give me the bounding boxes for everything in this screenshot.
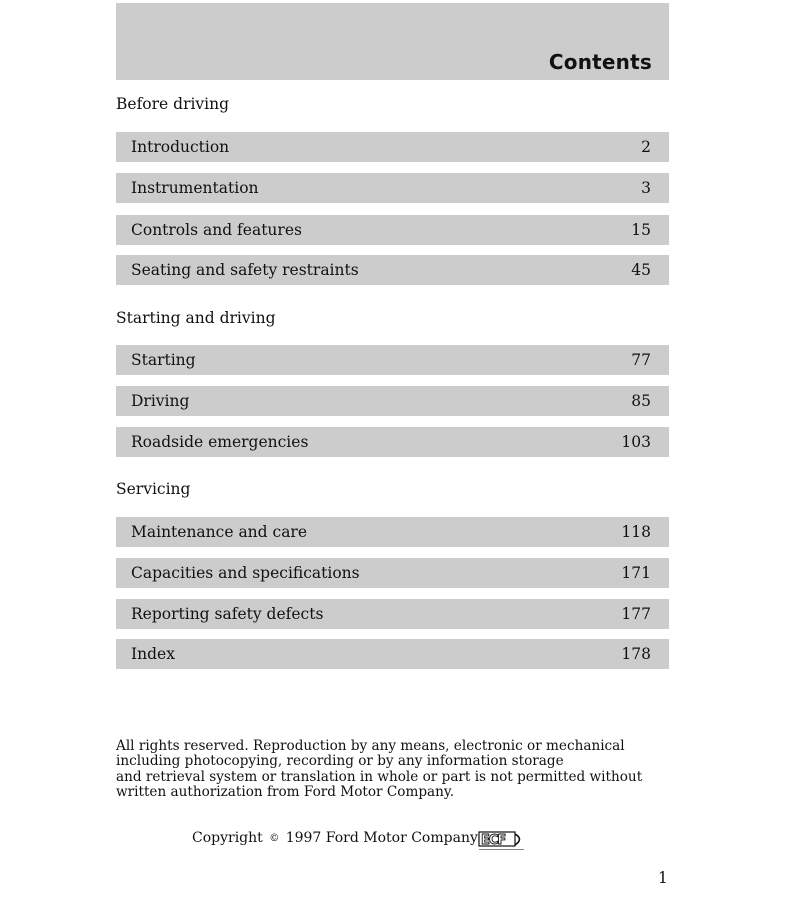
toc-entry-introduction[interactable] xyxy=(116,132,669,162)
toc-entry-label: Introduction xyxy=(131,138,230,156)
toc-entry-instrumentation[interactable] xyxy=(116,173,669,203)
toc-entry-controls-and-features[interactable] xyxy=(116,215,669,245)
toc-entry-driving[interactable] xyxy=(116,386,669,416)
toc-entry-index[interactable] xyxy=(116,639,669,669)
toc-entry-capacities-and-specifications[interactable] xyxy=(116,558,669,588)
toc-entry-page: 3 xyxy=(641,179,651,197)
legal-notice-line: and retrieval system or translation in whole or part is not permitted without xyxy=(116,768,643,785)
toc-entry-reporting-safety-defects[interactable] xyxy=(116,599,669,629)
svg-text:ECF: ECF xyxy=(481,833,506,848)
toc-entry-page: 45 xyxy=(631,261,651,279)
toc-entry-label: Capacities and specifications xyxy=(131,564,360,582)
toc-entry-label: Starting xyxy=(131,351,196,369)
toc-entry-page: 85 xyxy=(631,392,651,410)
contents-header xyxy=(116,3,669,80)
toc-entry-page: 177 xyxy=(621,605,651,623)
legal-notice-line: written authorization from Ford Motor Company. xyxy=(116,784,455,801)
toc-entry-label: Seating and safety restraints xyxy=(131,261,359,279)
ecf-logo-icon xyxy=(478,830,526,852)
toc-entry-page: 118 xyxy=(621,523,651,541)
toc-entry-label: Roadside emergencies xyxy=(131,433,309,451)
section-heading-servicing: Servicing xyxy=(116,480,191,498)
toc-entry-label: Maintenance and care xyxy=(131,523,308,541)
toc-entry-page: 2 xyxy=(641,138,651,156)
legal-notice-line: All rights reserved. Reproduction by any means, electronic or mechanical xyxy=(116,738,625,754)
section-heading-before-driving: Before driving xyxy=(116,95,230,113)
copyright-prefix: Copyright xyxy=(192,830,263,846)
legal-notice xyxy=(116,739,656,801)
copyright-symbol: © xyxy=(269,833,280,844)
toc-entry-page: 15 xyxy=(631,221,651,239)
toc-entry-label: Reporting safety defects xyxy=(131,605,324,623)
page-number: 1 xyxy=(658,869,668,887)
toc-entry-page: 103 xyxy=(621,433,651,451)
toc-entry-label: Controls and features xyxy=(131,221,302,239)
toc-entry-roadside-emergencies[interactable] xyxy=(116,427,669,457)
toc-entry-label: Index xyxy=(131,645,175,663)
toc-entry-page: 178 xyxy=(621,645,651,663)
toc-entry-page: 171 xyxy=(621,564,651,582)
copyright-line xyxy=(192,830,478,846)
toc-entry-page: 77 xyxy=(631,351,651,369)
toc-entry-maintenance-and-care[interactable] xyxy=(116,517,669,547)
section-heading-starting-and-driving: Starting and driving xyxy=(116,309,276,327)
toc-entry-starting[interactable] xyxy=(116,345,669,375)
toc-entry-seating-and-safety-restraints[interactable] xyxy=(116,255,669,285)
page-title: Contents xyxy=(548,50,652,74)
legal-notice-line: including photocopying, recording or by any information storage xyxy=(116,753,564,770)
toc-entry-label: Driving xyxy=(131,392,190,410)
copyright-holder: 1997 Ford Motor Company xyxy=(285,830,478,846)
toc-entry-label: Instrumentation xyxy=(131,179,259,197)
